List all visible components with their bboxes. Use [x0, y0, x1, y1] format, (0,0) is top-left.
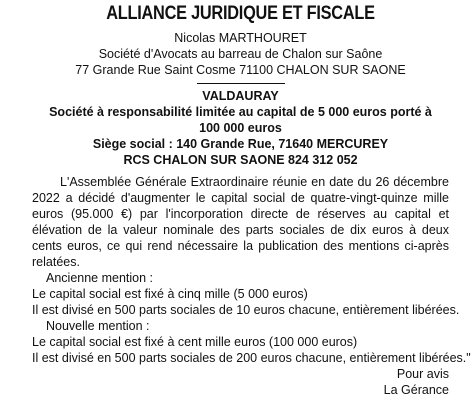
old-mention-heading: Ancienne mention : — [46, 271, 154, 285]
old-capital-line: Le capital social est fixé à cinq mille (5 000 euros) — [32, 287, 308, 301]
separator-line — [197, 83, 285, 84]
firm-address: 77 Grande Rue Saint Cosme 71100 CHALON SUR SAONE — [75, 63, 406, 77]
notice-body — [32, 174, 471, 398]
company-seat: Siège social : 140 Grande Rue, 71640 MERCUREY — [92, 137, 389, 151]
decision-paragraph: L'Assemblée Générale Extraordinaire réunie en date du 26 décembre 2022 a décidé d'augmenter le capital social de quatre-vingt-quinze mille euros (95.000 €) par l'incorporation directe de réserves au capital et élévation de la valeur nominale des parts sociales de dix euros à deux cents euros, ce qui rend nécessaire la publication des mentions ci-après relatées. — [32, 175, 449, 269]
firm-name: ALLIANCE JURIDIQUE ET FISCALE — [106, 3, 375, 24]
company-legal-form: Société à responsabilité limitée au capital de 5 000 euros porté à — [49, 105, 432, 119]
new-mention-heading: Nouvelle mention : — [46, 319, 150, 333]
company-block — [32, 88, 449, 168]
new-shares-line: Il est divisé en 500 parts sociales de 200 euros chacune, entièrement libérées." — [32, 351, 471, 365]
firm-description: Société d'Avocats au barreau de Chalon sur Saône — [98, 47, 383, 61]
company-legal-form-continued: 100 000 euros — [199, 121, 282, 135]
company-rcs: RCS CHALON SUR SAONE 824 312 052 — [123, 153, 358, 167]
old-shares-line: Il est divisé en 500 parts sociales de 10 euros chacune, entièrement libérées. — [32, 303, 460, 317]
signature-gerance: La Gérance — [383, 383, 449, 397]
new-capital-line: Le capital social est fixé à cent mille euros (100 000 euros) — [32, 335, 358, 349]
company-name: VALDAURAY — [202, 89, 279, 103]
signature-pour-avis: Pour avis — [396, 367, 449, 381]
lawyer-name: Nicolas MARTHOURET — [174, 31, 307, 45]
